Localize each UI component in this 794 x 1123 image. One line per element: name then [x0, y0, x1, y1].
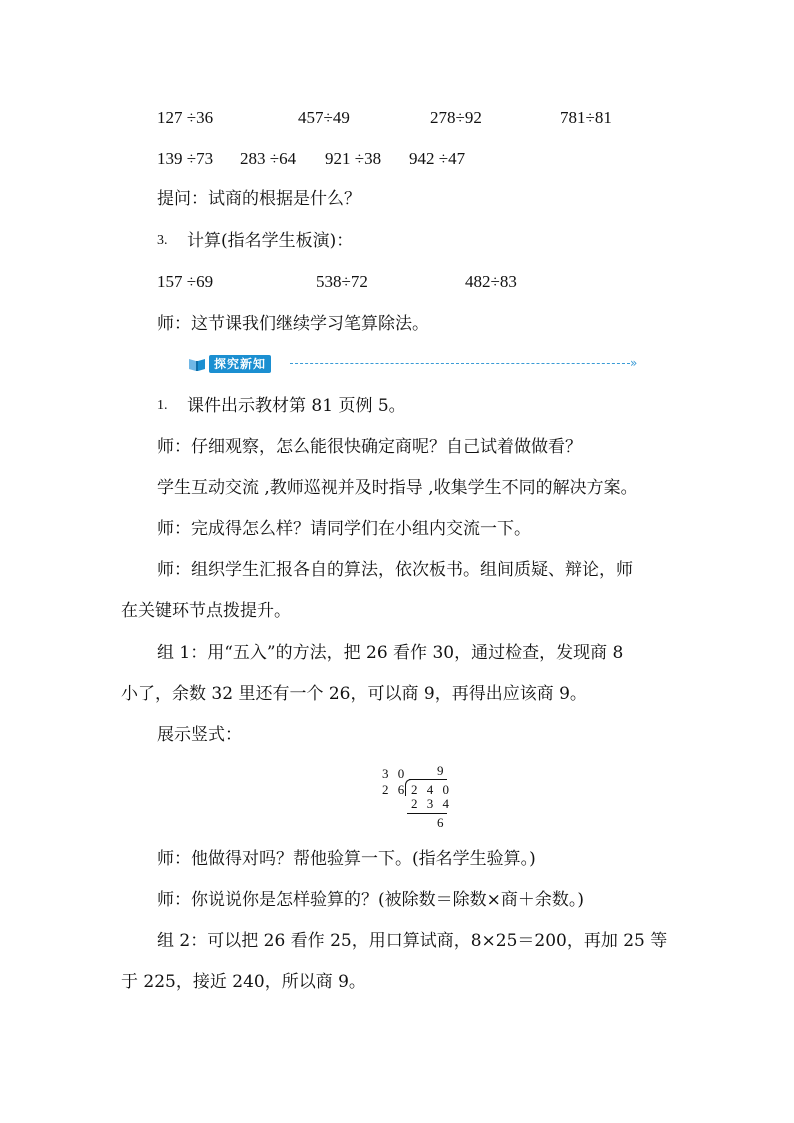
book-icon	[187, 356, 207, 372]
exercise-8: 942 ÷47	[409, 149, 466, 168]
exercise-6: 283 ÷64	[240, 149, 297, 168]
paragraph-show-vertical: 展示竖式：	[157, 725, 242, 745]
division-top-rule	[409, 779, 447, 780]
teacher-continue: 师：这节课我们继续学习笔算除法。	[157, 314, 429, 334]
approx-divisor: 3 0	[382, 766, 408, 781]
dividend: 2 4 0	[411, 782, 452, 797]
divisor: 2 6	[382, 782, 408, 797]
section-banner-divider	[290, 363, 630, 364]
item-1-number: 1.	[157, 398, 168, 413]
section-banner-label: 探究新知	[209, 355, 271, 373]
exercise-3: 278÷92	[430, 108, 482, 127]
quotient: 9	[437, 763, 447, 778]
subtraction-rule	[407, 813, 447, 814]
paragraph-exchange: 学生互动交流 ,教师巡视并及时指导 ,收集学生不同的解决方案。	[157, 478, 638, 498]
question-basis: 提问：试商的根据是什么？	[157, 189, 361, 209]
item-3-text: 计算(指名学生板演)：	[187, 231, 354, 251]
exercise-4: 781÷81	[560, 108, 612, 127]
paragraph-report-line1: 师：组织学生汇报各自的算法，依次板书。组间质疑、辩论，师	[157, 560, 633, 580]
paragraph-observe: 师：仔细观察，怎么能很快确定商呢？自己试着做做看？	[157, 437, 582, 457]
exercise-7: 921 ÷38	[325, 149, 382, 168]
paragraph-group2-line1: 组 2：可以把 26 看作 25，用口算试商，8×25＝200，再加 25 等	[157, 931, 668, 951]
paragraph-verify-method: 师：你说说你是怎样验算的？(被除数＝除数×商＋余数。)	[157, 890, 585, 910]
remainder: 6	[437, 815, 447, 830]
double-chevron-right-icon: »	[630, 356, 638, 370]
exercise-5: 139 ÷73	[157, 149, 214, 168]
exercise-1: 127 ÷36	[157, 108, 214, 127]
item-3-number: 3.	[157, 233, 168, 248]
item-1-text: 课件出示教材第 81 页例 5。	[187, 396, 406, 416]
paragraph-group2-line2: 于 225，接近 240，所以商 9。	[121, 972, 366, 992]
exercise-11: 482÷83	[465, 272, 517, 291]
paragraph-check: 师：他做得对吗？帮他验算一下。(指名学生验算。)	[157, 849, 536, 869]
paragraph-group1-line1: 组 1：用“五入”的方法，把 26 看作 30，通过检查，发现商 8	[157, 643, 624, 663]
paragraph-group-share: 师：完成得怎么样？请同学们在小组内交流一下。	[157, 519, 531, 539]
exercise-10: 538÷72	[316, 272, 368, 291]
exercise-2: 457÷49	[298, 108, 350, 127]
product: 2 3 4	[411, 796, 452, 811]
exercise-9: 157 ÷69	[157, 272, 214, 291]
paragraph-group1-line2: 小了，余数 32 里还有一个 26，可以商 9，再得出应该商 9。	[121, 684, 587, 704]
paragraph-report-line2: 在关键环节点拨提升。	[121, 601, 291, 621]
